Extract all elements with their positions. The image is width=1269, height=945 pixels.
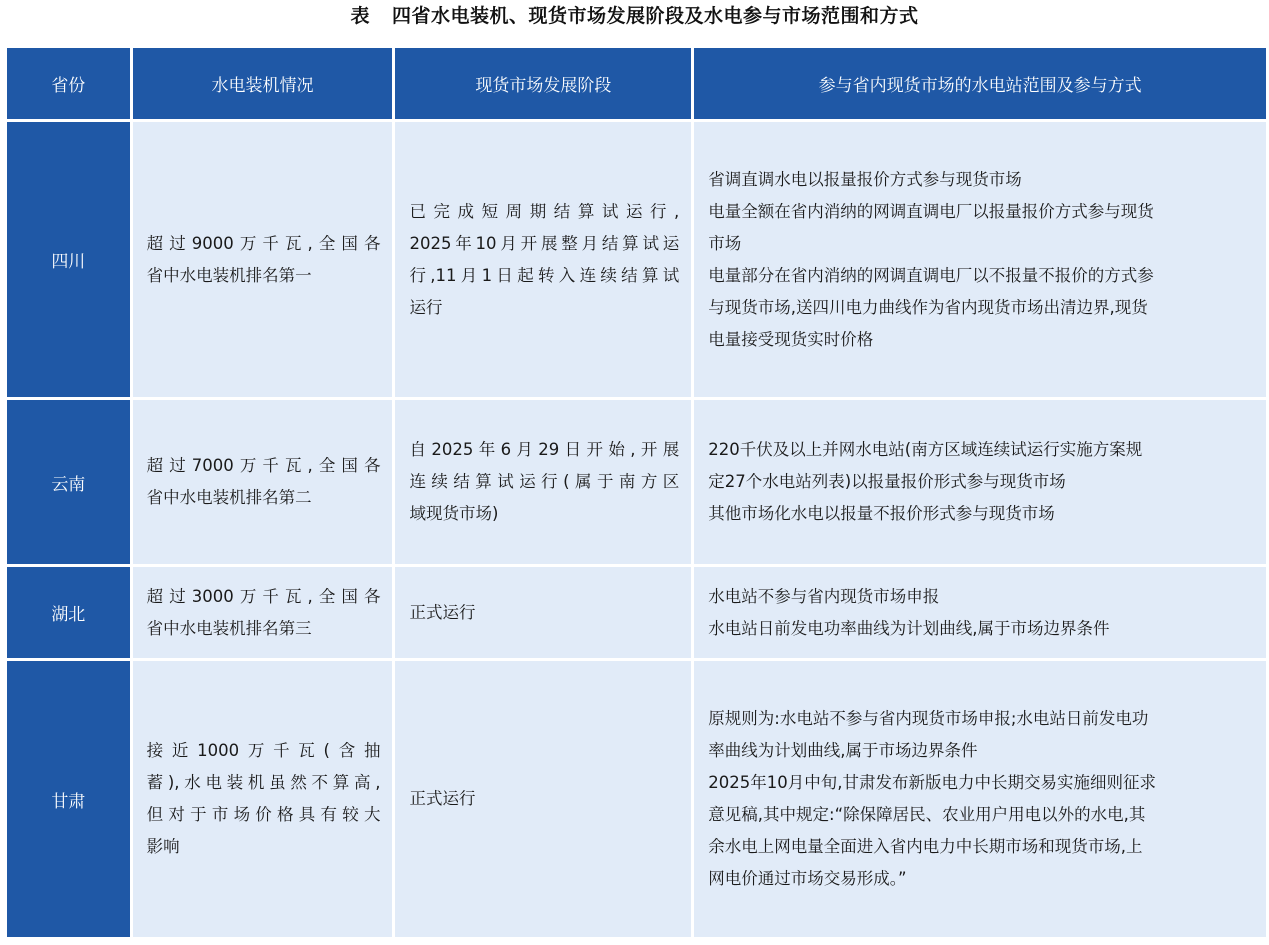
cell-text-line: 余水电上网电量全面进入省内电力中长期市场和现货市场,上 bbox=[708, 837, 1143, 856]
cell-text-line: 自2025年6月29日开始,开展 bbox=[409, 440, 680, 459]
caption-title: 四省水电装机、现货市场发展阶段及水电参与市场范围和方式 bbox=[392, 5, 919, 27]
cell-text-line: 接近1000万千瓦(含抽 bbox=[146, 741, 381, 760]
cell-text-line: 电量接受现货实时价格 bbox=[708, 329, 874, 349]
cell-text-line: 与现货市场,送四川电力曲线作为省内现货市场出清边界,现货 bbox=[708, 297, 1148, 317]
province-cell: 湖北 bbox=[7, 567, 130, 658]
cell-text-line: 市场 bbox=[708, 233, 742, 253]
table-row bbox=[7, 567, 1266, 658]
cell-text-line: 省中水电装机排名第二 bbox=[146, 488, 312, 507]
scope-cell bbox=[694, 400, 1266, 564]
province-cell: 甘肃 bbox=[7, 661, 130, 937]
cell-text-line: 运行 bbox=[409, 297, 443, 317]
cell-text-line: 超过9000万千瓦,全国各 bbox=[146, 233, 381, 253]
stage-cell bbox=[395, 567, 691, 658]
stage-cell bbox=[395, 400, 691, 564]
cell-text-line: 域现货市场) bbox=[409, 504, 499, 523]
scope-cell bbox=[694, 567, 1266, 658]
cell-text-line: 超过3000万千瓦,全国各 bbox=[146, 586, 381, 606]
cell-text-line: 省中水电装机排名第三 bbox=[146, 618, 312, 638]
capacity-cell bbox=[133, 400, 393, 564]
cell-text-line: 连续结算试运行(属于南方区 bbox=[409, 472, 680, 491]
province-cell: 云南 bbox=[7, 400, 130, 564]
header-stage: 现货市场发展阶段 bbox=[395, 48, 691, 119]
header-capacity: 水电装机情况 bbox=[133, 48, 393, 119]
capacity-cell bbox=[133, 567, 393, 658]
cell-text-line: 正式运行 bbox=[409, 602, 476, 622]
scope-cell bbox=[694, 661, 1266, 937]
cell-text-line: 但对于市场价格具有较大 bbox=[146, 805, 381, 824]
header-row bbox=[7, 48, 1266, 119]
cell-text-line: 220千伏及以上并网水电站(南方区域连续试运行实施方案规 bbox=[708, 440, 1143, 459]
capacity-cell bbox=[133, 122, 393, 397]
cell-text-line: 正式运行 bbox=[409, 789, 476, 808]
cell-text-line: 影响 bbox=[146, 837, 180, 856]
capacity-cell bbox=[133, 661, 393, 937]
cell-text-line: 定27个水电站列表)以报量报价形式参与现货市场 bbox=[708, 472, 1066, 491]
table-row bbox=[7, 661, 1266, 937]
province-cell: 四川 bbox=[7, 122, 130, 397]
cell-text-line: 网电价通过市场交易形成。” bbox=[708, 869, 907, 888]
hydropower-table bbox=[4, 45, 1269, 940]
cell-text-line: 2025年10月开展整月结算试运 bbox=[409, 233, 680, 253]
cell-text-line: 率曲线为计划曲线,属于市场边界条件 bbox=[708, 741, 978, 760]
table-row bbox=[7, 400, 1266, 564]
cell-text-line: 意见稿,其中规定:“除保障居民、农业用户用电以外的水电,其 bbox=[708, 805, 1146, 824]
cell-text-line: 原规则为:水电站不参与省内现货市场申报;水电站日前发电功 bbox=[708, 709, 1149, 728]
caption-prefix: 表 bbox=[350, 5, 370, 27]
cell-text-line: 省调直调水电以报量报价方式参与现货市场 bbox=[708, 169, 1022, 189]
cell-text-line: 其他市场化水电以报量不报价形式参与现货市场 bbox=[708, 504, 1055, 523]
cell-text-line: 水电站不参与省内现货市场申报 bbox=[708, 586, 940, 606]
cell-text-line: 已完成短周期结算试运行, bbox=[409, 201, 680, 221]
stage-cell bbox=[395, 661, 691, 937]
stage-cell bbox=[395, 122, 691, 397]
cell-text-line: 水电站日前发电功率曲线为计划曲线,属于市场边界条件 bbox=[708, 618, 1110, 638]
cell-text-line: 电量部分在省内消纳的网调直调电厂以不报量不报价的方式参 bbox=[708, 265, 1154, 285]
cell-text-line: 省中水电装机排名第一 bbox=[146, 265, 312, 285]
cell-text-line: 电量全额在省内消纳的网调直调电厂以报量报价方式参与现货 bbox=[708, 201, 1154, 221]
cell-text-line: 蓄),水电装机虽然不算高, bbox=[146, 773, 381, 792]
header-scope: 参与省内现货市场的水电站范围及参与方式 bbox=[694, 48, 1266, 119]
scope-cell bbox=[694, 122, 1266, 397]
cell-text-line: 行,11月1日起转入连续结算试 bbox=[409, 265, 680, 285]
table-row bbox=[7, 122, 1266, 397]
table-caption bbox=[0, 0, 1269, 40]
cell-text-line: 超过7000万千瓦,全国各 bbox=[146, 456, 381, 475]
header-province: 省份 bbox=[7, 48, 130, 119]
cell-text-line: 2025年10月中旬,甘肃发布新版电力中长期交易实施细则征求 bbox=[708, 773, 1157, 792]
